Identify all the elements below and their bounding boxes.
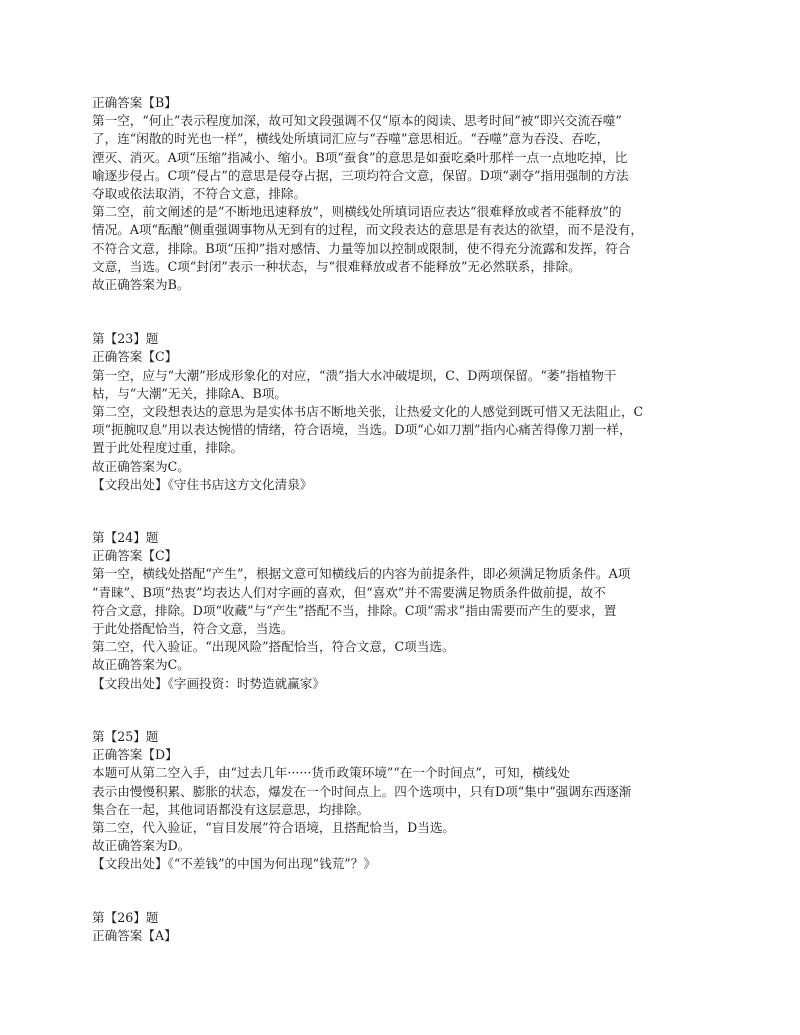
explanation-line: 第二空，文段想表达的意思为是实体书店不断地关张，让热爱文化的人感觉到既可惜又无法阻止，C [92, 404, 644, 420]
explanation-line: 第二空，代入验证。“出现风险”搭配恰当，符合文意，C项当选。 [92, 639, 455, 655]
explanation-line: 不符合文意，排除。B项“压抑”指对感情、力量等加以控制或限制，使不得充分流露和发挥，符合 [92, 240, 631, 256]
answer-block-24 [92, 529, 712, 693]
explanation-line: 于此处搭配恰当，符合文意，当选。 [92, 621, 294, 637]
answer-block-22 [92, 94, 712, 294]
source-line: 【文段出处】《字画投资：时势造就赢家》 [92, 675, 325, 691]
explanation-line: “青睐”、B项“热衷”均表达人们对字画的喜欢，但“喜欢”并不需要满足物质条件做前提，故不 [92, 584, 606, 600]
answer-line: 正确答案【C】 [92, 349, 178, 365]
explanation-line: 文意，当选。C项“封闭”表示一种状态，与“很难释放或者不能释放”无必然联系，排除。 [92, 258, 581, 274]
question-number: 第【25】题 [92, 728, 159, 744]
conclusion-line: 故正确答案为D。 [92, 838, 191, 854]
question-number: 第【23】题 [92, 331, 159, 347]
explanation-line: 第一空，应与“大潮”形成形象化的对应，“溃”指大水冲破堤坝，C、D两项保留。“萎”指植物干 [92, 367, 617, 383]
explanation-line: 了，连“闲散的时光也一样”，横线处所填词汇应与“吞噬”意思相近。“吞噬”意为吞没、吞吃， [92, 131, 610, 147]
answer-line: 正确答案【C】 [92, 548, 178, 564]
answer-line: 正确答案【B】 [92, 95, 177, 110]
answer-block-23 [92, 330, 712, 494]
explanation-line: 项“扼腕叹息”用以表达惋惜的情绪，符合语境，当选。D项“心如刀割”指内心痛苦得像刀割一样， [92, 422, 632, 438]
explanation-line: 第一空，“何止”表示程度加深，故可知文段强调不仅“原本的阅读、思考时间”被“即兴交流吞噬” [92, 113, 622, 129]
question-number: 第【24】题 [92, 530, 159, 546]
explanation-line: 夺取或依法取消，不符合文意，排除。 [92, 186, 307, 202]
conclusion-line: 故正确答案为C。 [92, 458, 190, 474]
explanation-line: 集合在一起，其他词语都没有这层意思，均排除。 [92, 801, 370, 817]
answer-block-25 [92, 728, 712, 874]
source-line: 【文段出处】《守住书店这方文化清泉》 [92, 476, 313, 492]
answer-line: 正确答案【D】 [92, 747, 178, 763]
conclusion-line: 故正确答案为C。 [92, 657, 190, 673]
source-line: 【文段出处】《“不差钱”的中国为何出现“钱荒”？》 [92, 856, 376, 872]
explanation-line: 湮灭、消灭。A项“压缩”指减小、缩小。B项“蚕食”的意思是如蚕吃桑叶那样一点一点地吃掉，比 [92, 149, 628, 165]
answer-block-26 [92, 909, 712, 945]
explanation-line: 第一空，横线处搭配“产生”，根据文意可知横线后的内容为前提条件，即必须满足物质条件。A项 [92, 566, 631, 582]
explanation-line: 本题可从第二空入手，由“过去几年······货币政策环境”“在一个时间点”，可知，横线处 [92, 765, 570, 781]
answer-explanations [92, 94, 712, 980]
explanation-line: 第二空，代入验证，“盲目发展”符合语境，且搭配恰当，D当选。 [92, 819, 456, 835]
conclusion-line: 故正确答案为B。 [92, 277, 190, 293]
explanation-line: 置于此处程度过重，排除。 [92, 440, 244, 456]
explanation-line: 符合文意，排除。D项“收藏”与“产生”搭配不当，排除。C项“需求”指由需要而产生的要求，置 [92, 602, 617, 618]
answer-line: 正确答案【A】 [92, 927, 177, 943]
question-number: 第【26】题 [92, 909, 159, 925]
explanation-line: 情况。A项“酝酿”侧重强调事物从无到有的过程，而文段表达的意思是有表达的欲望，而不是没有， [92, 222, 643, 238]
explanation-line: 枯，与“大潮”无关，排除A、B项。 [92, 385, 287, 401]
explanation-line: 喻逐步侵占。C项“侵占”的意思是侵夺占据，三项均符合文意，保留。D项“剥夺”指用强制的方法 [92, 167, 629, 183]
explanation-line: 表示由慢慢积累、膨胀的状态，爆发在一个时间点上。四个选项中，只有D项“集中”强调东西逐渐 [92, 783, 632, 799]
explanation-line: 第二空，前文阐述的是“不断地迅速释放”，则横线处所填词语应表达“很难释放或者不能释放”的 [92, 204, 622, 220]
